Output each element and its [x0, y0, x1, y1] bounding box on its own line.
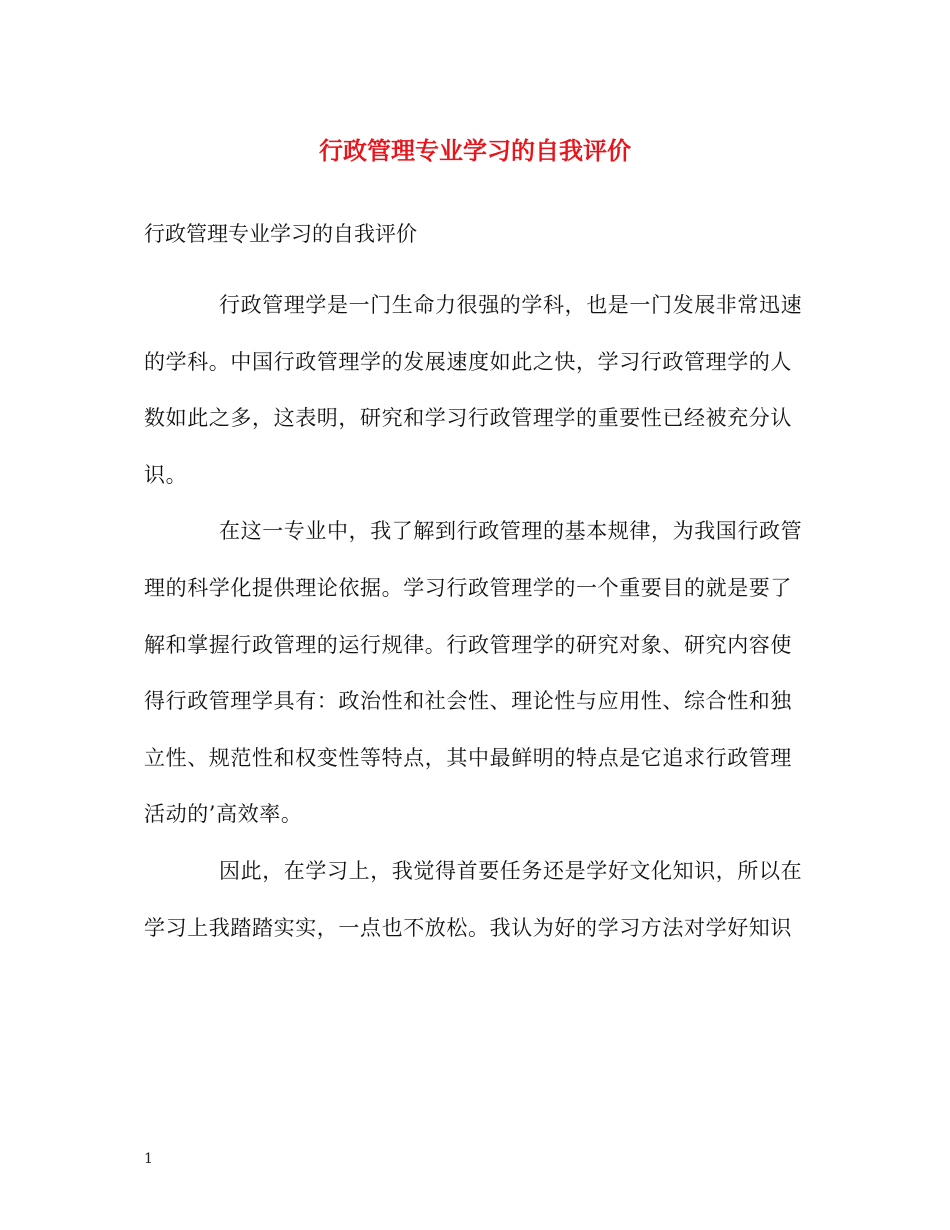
- paragraph-1: 行政管理学是一门生命力很强的学科，也是一门发展非常迅速的学科。中国行政管理学的发展速度如此之快，学习行政管理学的人数如此之多，这表明，研究和学习行政管理学的重要性已经被充分认识。: [144, 293, 803, 487]
- document-subtitle: 行政管理专业学习的自我评价: [144, 222, 417, 246]
- page-number: 1: [144, 1151, 153, 1167]
- paragraph-2: 在这一专业中，我了解到行政管理的基本规律，为我国行政管理的科学化提供理论依据。学习行政管理学的一个重要目的就是要了解和掌握行政管理的运行规律。行政管理学的研究对象、研究内容使得行政管理学具有：政治性和社会性、理论性与应用性、综合性和独立性、规范性和权变性等特点，其中最鲜明的特点是它追求行政管理活动的’高效率。: [144, 519, 803, 827]
- paragraph-3: 因此，在学习上，我觉得首要任务还是学好文化知识，所以在学习上我踏踏实实，一点也不放松。我认为好的学习方法对学好知识: [144, 858, 803, 940]
- document-body: [144, 277, 806, 956]
- document-title: 行政管理专业学习的自我评价: [319, 136, 631, 165]
